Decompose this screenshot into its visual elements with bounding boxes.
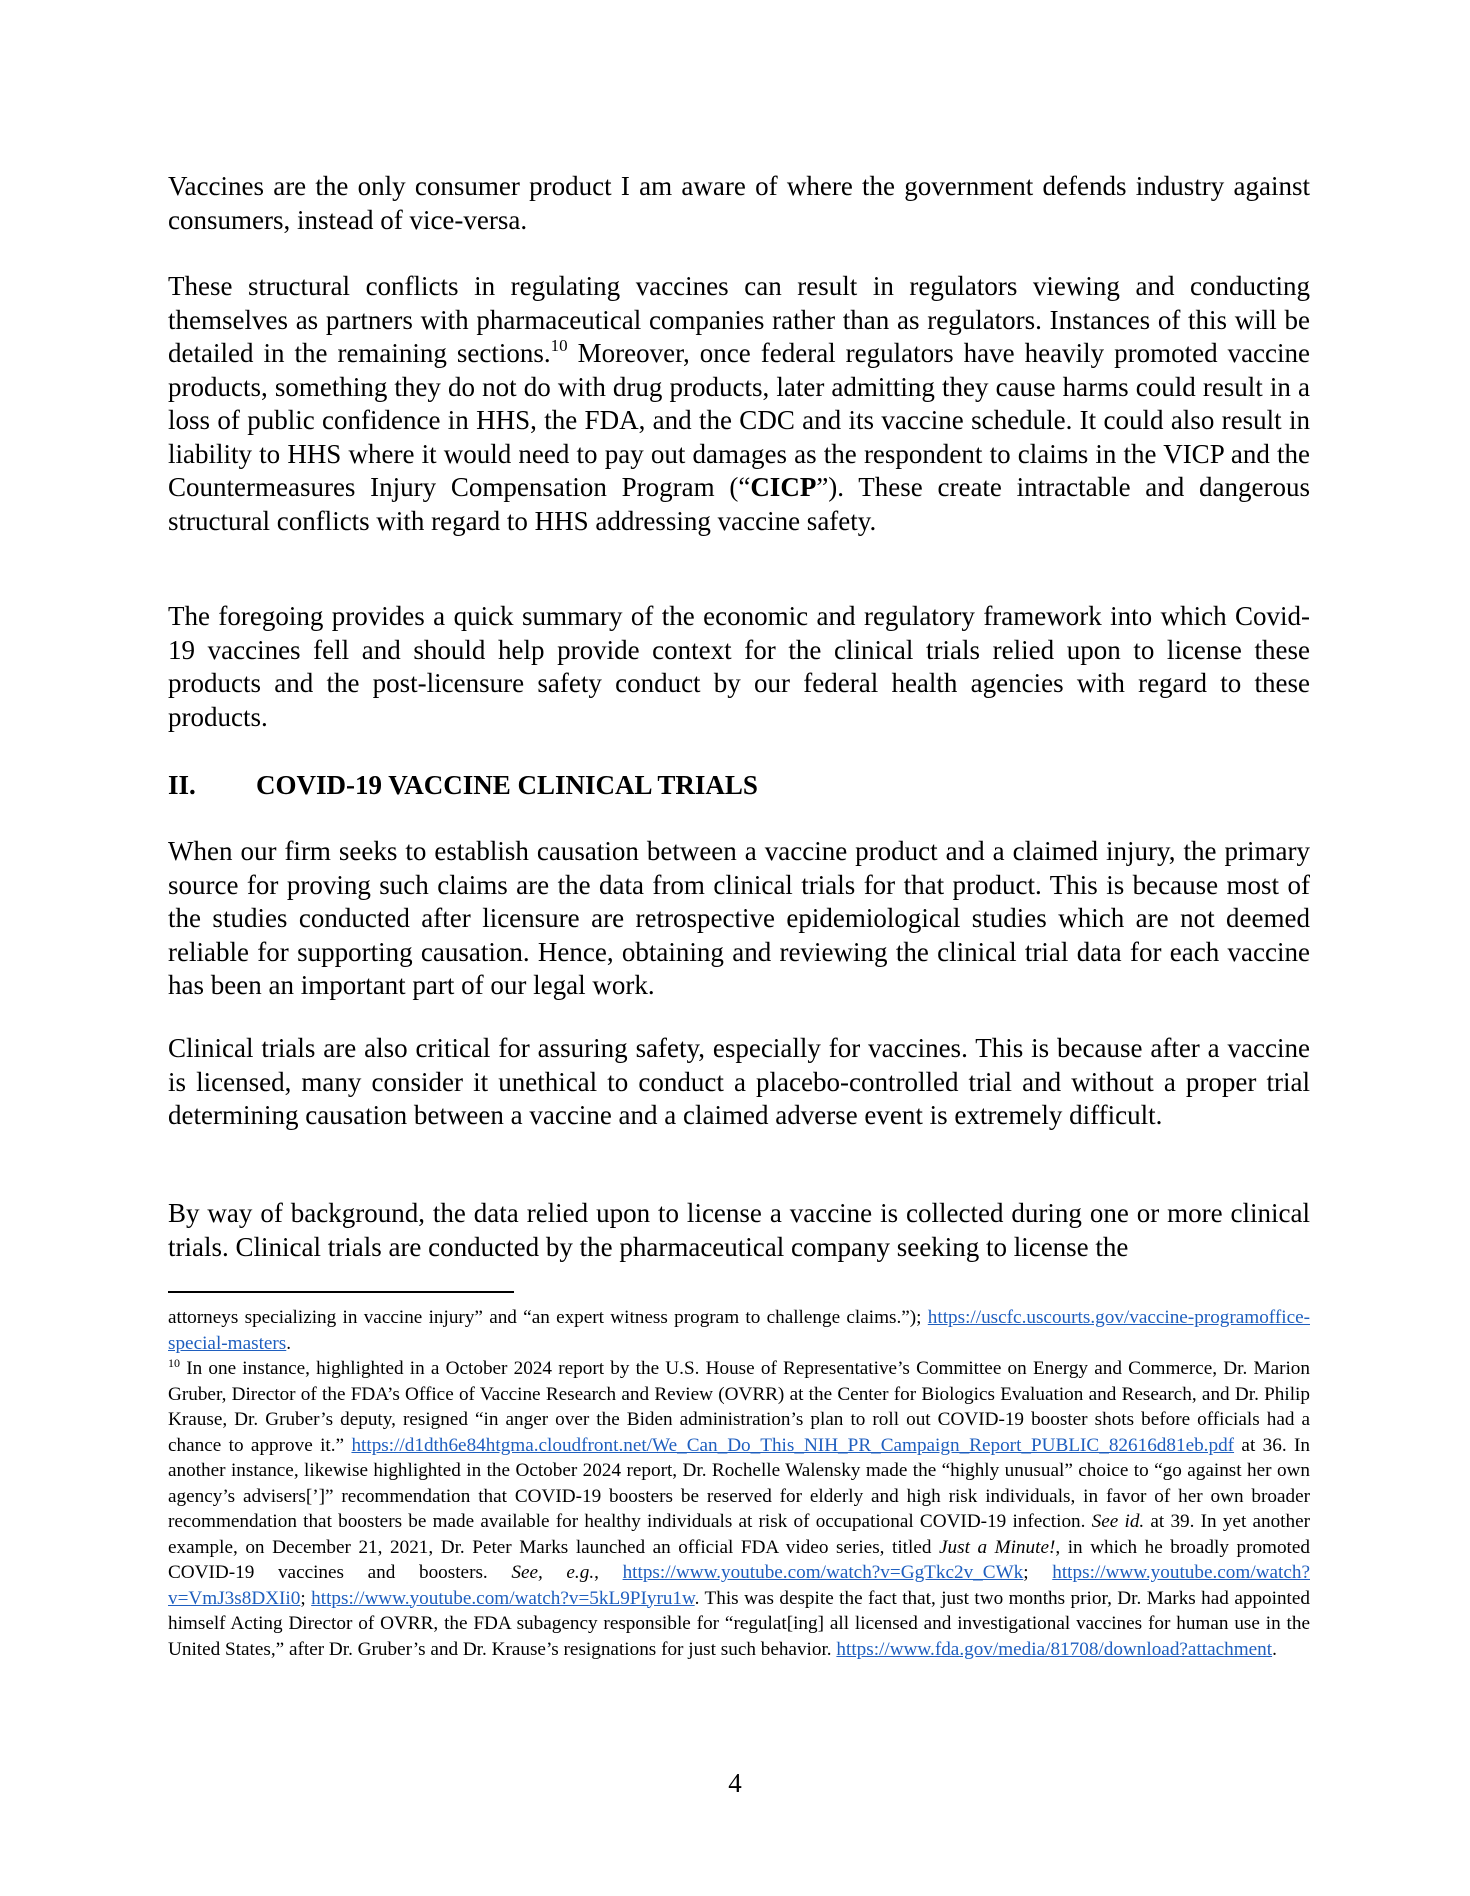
defined-term-cicp: CICP [750, 472, 817, 502]
footnote-text: . [1272, 1638, 1277, 1660]
paragraph-structural-conflicts [168, 270, 1310, 538]
paragraph-text: These structural conflicts in regulating vaccines can result in regulators viewing and conducting themselves as partners with pharmaceutical companies rather than as regulators. Instances of this will be detailed in the remaining sections. [168, 271, 1310, 368]
footnote-text: In one instance, highlighted in a October 2024 report by the U.S. House of Representative’s Committee on Energy and Commerce, Dr. Marion Gruber, Director of the FDA’s Office of Vaccine Research and Review (OVRR) at the Center for Biologics Evaluation and Research, and Dr. Philip Krause, Dr. Gruber’s deputy, resigned “in anger over the Biden administration’s plan to roll out COVID-19 booster shots before officials had a chance to approve it.” [168, 1358, 1310, 1456]
paragraph-text: Vaccines are the only consumer product I am aware of where the government defends industry against consumers, instead of vice-versa. [168, 171, 1310, 235]
footnote-10 [168, 1356, 1310, 1662]
footnote-link-youtube-2[interactable]: https://www.youtube.com/watch?v=VmJ3s8DXIi0 [168, 1562, 1310, 1609]
citation-signal-see-id: See id. [1091, 1511, 1145, 1532]
paragraph-foregoing-summary [168, 600, 1310, 734]
footnote-text: at 39. In yet another example, on December 21, 2021, Dr. Peter Marks launched an official FDA video series, titled [168, 1511, 1311, 1558]
paragraph-clinical-trials-safety [168, 1032, 1310, 1133]
footnote-link-fda-attachment[interactable]: https://www.fda.gov/media/81708/download?attachment [836, 1638, 1273, 1660]
paragraph-text: The foregoing provides a quick summary of the economic and regulatory framework into which Covid-19 vaccines fell and should help provide context for the clinical trials relied upon to license these products and the post-licensure safety conduct by our federal health agencies with regard to these products. [168, 601, 1310, 732]
footnote-reference-10[interactable]: 10 [550, 336, 568, 355]
footnote-text: attorneys specializing in vaccine injury” and “an expert witness program to challenge claims.”); [168, 1307, 928, 1328]
section-heading [168, 769, 758, 803]
footnote-text: , [594, 1562, 623, 1583]
footnotes-section [168, 1305, 1310, 1662]
page-number: 4 [728, 1768, 742, 1798]
footnote-text: ; [300, 1587, 312, 1609]
footnote-text: , in which he broadly promoted COVID-19 vaccines and boosters. [168, 1536, 1311, 1583]
footnote-separator [168, 1291, 514, 1293]
footnote-text: . This was despite the fact that, just two months prior, Dr. Marks had appointed himself Acting Director of OVRR, the FDA subagency responsible for “regulat[ing] all licensed and investigational vaccines for human use in the United States,” after Dr. Gruber’s and Dr. Krause’s resignations for just such behavior. [168, 1587, 1310, 1660]
footnote-marker: 10 [168, 1356, 180, 1370]
paragraph-background-clinical-trials [168, 1197, 1310, 1264]
paragraph-vaccines-consumer-product [168, 170, 1310, 237]
paragraph-text: Clinical trials are also critical for assuring safety, especially for vaccines. This is because after a vaccine is licensed, many consider it unethical to conduct a placebo-controlled trial and without a proper trial determining causation between a vaccine and a claimed adverse event is extremely difficult. [168, 1033, 1310, 1130]
section-number: II. [168, 770, 196, 800]
footnote-link-uscfc[interactable]: https://uscfc.uscourts.gov/vaccine-programoffice-special-masters [168, 1307, 1310, 1354]
paragraph-text: By way of background, the data relied upon to license a vaccine is collected during one or more clinical trials. Clinical trials are conducted by the pharmaceutical company seeking to license the [168, 1198, 1310, 1262]
footnote-text: at 36. In another instance, likewise highlighted in the October 2024 report, Dr. Rochelle Walensky made the “highly unusual” choice to “go against her own agency’s advisers[’]” recommendation that COVID-19 boosters be reserved for elderly and high risk individuals, in favor of her own broader recommendation that boosters be made available for healthy individuals at risk of occupational COVID-19 infection. [168, 1434, 1310, 1532]
footnote-text: ; [1023, 1562, 1053, 1583]
video-series-title: Just a Minute! [939, 1536, 1056, 1558]
footnote-continued [168, 1305, 1310, 1356]
citation-signal-see-eg: See, e.g. [511, 1562, 595, 1583]
paragraph-text: Moreover, once federal regulators have heavily promoted vaccine products, something they do not do with drug products, later admitting they cause harms could result in a loss of public confidence in HHS, the FDA, and the CDC and its vaccine schedule. It could also result in liability to HHS where it would need to pay out damages as the respondent to claims in the VICP and the Countermeasures Injury Compensation Program (“ [168, 338, 1310, 502]
paragraph-text: ”). These create intractable and dangerous structural conflicts with regard to HHS addressing vaccine safety. [168, 472, 1310, 536]
paragraph-text: When our firm seeks to establish causation between a vaccine product and a claimed injury, the primary source for proving such claims are the data from clinical trials for that product. This is because most of the studies conducted after licensure are retrospective epidemiological studies which are not deemed reliable for supporting causation. Hence, obtaining and reviewing the clinical trial data for each vaccine has been an important part of our legal work. [168, 836, 1310, 1000]
footnote-text: . [286, 1332, 292, 1354]
footnote-link-youtube-3[interactable]: https://www.youtube.com/watch?v=5kL9PIyru1w [311, 1587, 695, 1609]
section-title: COVID-19 VACCINE CLINICAL TRIALS [256, 770, 758, 800]
footnote-link-cloudfront-report[interactable]: https://d1dth6e84htgma.cloudfront.net/We_Can_Do_This_NIH_PR_Campaign_Report_PUBLIC_82616d81eb.pdf [351, 1434, 1235, 1456]
paragraph-causation-clinical-trials [168, 835, 1310, 1003]
footnote-link-youtube-1[interactable]: https://www.youtube.com/watch?v=GgTkc2v_CWk [622, 1562, 1024, 1583]
